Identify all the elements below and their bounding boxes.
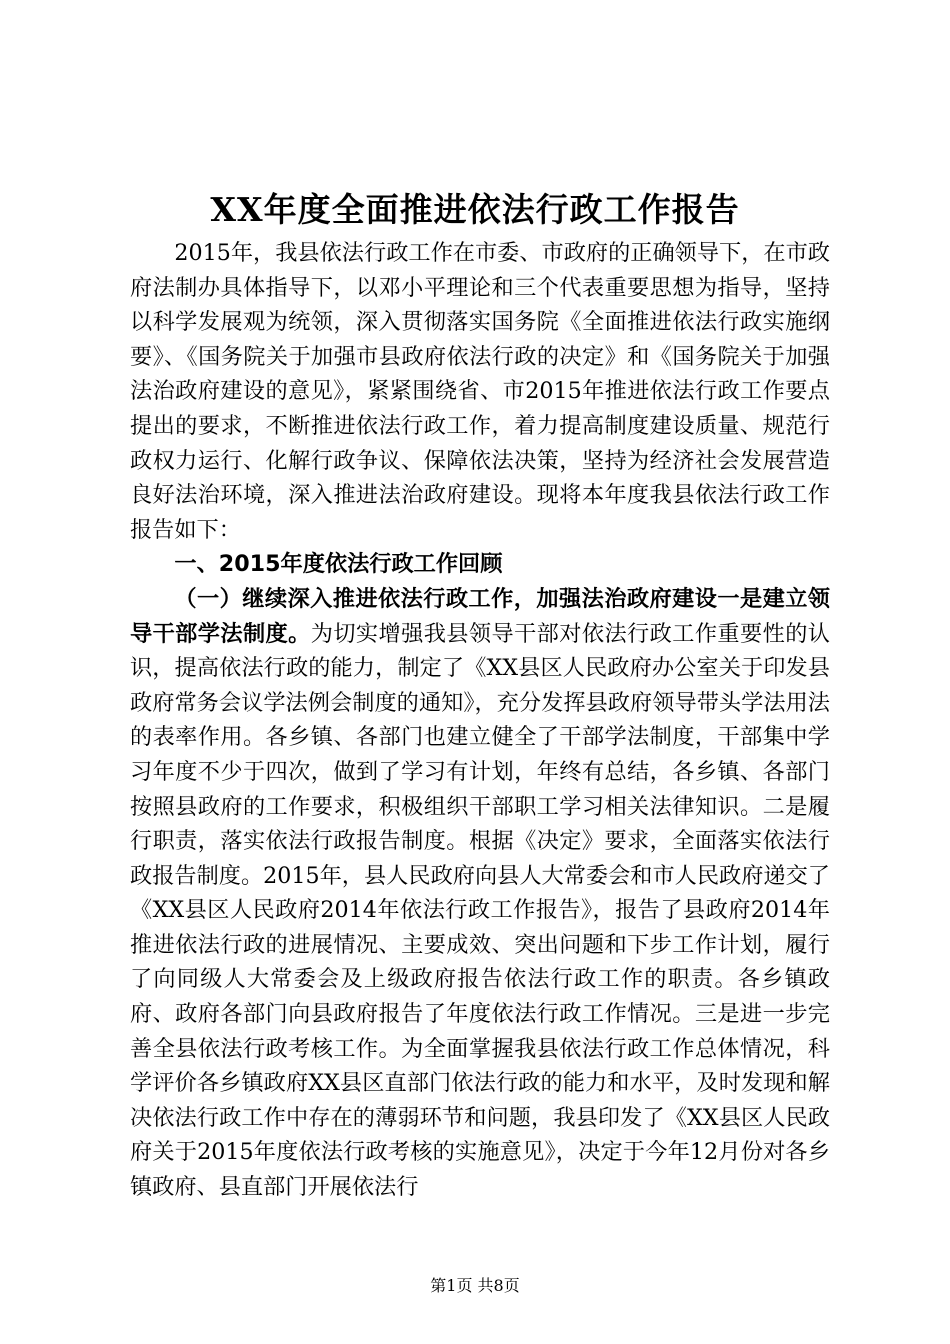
document-body [130, 236, 830, 1205]
subsection-heading: （一）继续深入推进依法行政工作，加强法治政府建设一是建立领导干部学法制度。 [130, 585, 830, 647]
intro-paragraph: 2015年，我县依法行政工作在市委、市政府的正确领导下，在市政府法制办具体指导下，以邓小平理论和三个代表重要思想为指导，坚持以科学发展观为统领，深入贯彻落实国务院《全面推进依法行政实施纲要》、《国务院关于加强市县政府依法行政的决定》和《国务院关于加强法治政府建设的意见》，紧紧围绕省、市2015年推进依法行政工作要点提出的要求，不断推进依法行政工作，着力提高制度建设质量、规范行政权力运行、化解行政争议、保障依法决策，坚持为经济社会发展营造良好法治环境，深入推进法治政府建设。现将本年度我县依法行政工作报告如下： [130, 240, 830, 543]
document-title: XX年度全面推进依法行政工作报告 [210, 190, 740, 229]
section-heading: 一、2015年度依法行政工作回顾 [174, 551, 503, 578]
page-footer: 第1页 共8页 [430, 1276, 520, 1295]
section-paragraph-text: 为切实增强我县领导干部对依法行政工作重要性的认识，提高依法行政的能力，制定了《XX县区人民政府办公室关于印发县政府常务会议学法例会制度的通知》，充分发挥县政府领导带头学法用法的表率作用。各乡镇、各部门也建立健全了干部学法制度，干部集中学习年度不少于四次，做到了学习有计划，年终有总结，各乡镇、各部门按照县政府的工作要求，积极组织干部职工学习相关法律知识。二是履行职责，落实依法行政报告制度。根据《决定》要求，全面落实依法行政报告制度。2015年，县人民政府向县人大常委会和市人民政府递交了《XX县区人民政府2014年依法行政工作报告》，报告了县政府2014年推进依法行政的进展情况、主要成效、突出问题和下步工作计划，履行了向同级人大常委会及上级政府报告依法行政工作的职责。各乡镇政府、政府各部门向县政府报告了年度依法行政工作情况。三是进一步完善全县依法行政考核工作。为全面掌握我县依法行政工作总体情况，科学评价各乡镇政府XX县区直部门依法行政的能力和水平，及时发现和解决依法行政工作中存在的薄弱环节和问题，我县印发了《XX县区人民政府关于2015年度依法行政考核的实施意见》，决定于今年12月份对各乡镇政府、县直部门开展依法行 [130, 620, 830, 1201]
section-paragraph [130, 582, 830, 1205]
